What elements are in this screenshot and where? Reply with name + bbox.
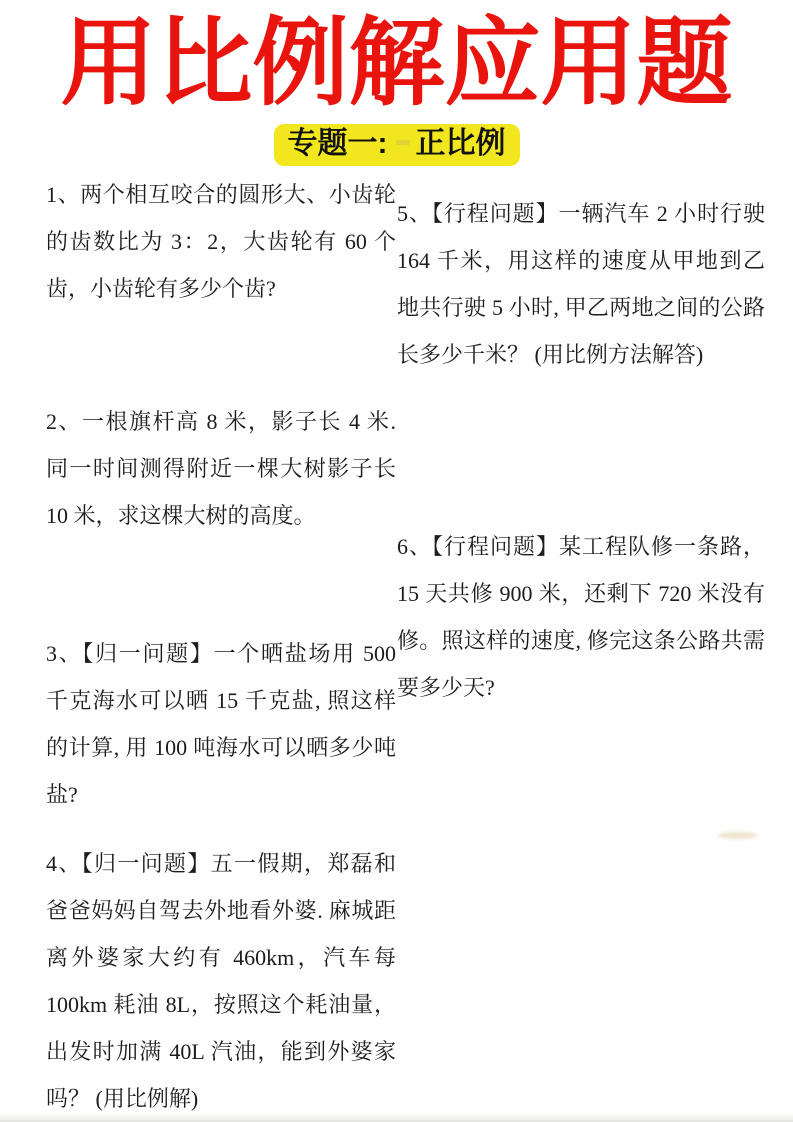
problem-item-6: 6、【行程问题】某工程队修一条路，15 天共修 900 米，还剩下 720 米没有修。照这样的速度, 修完这条公路共需要多少天? [397,534,765,700]
topic-badge [274,124,520,166]
topic-badge-topic: 正比例 [415,127,506,160]
problem-item-1: 1、两个相互咬合的圆形大、小齿轮的齿数比为 3：2，大齿轮有 60 个齿，小齿轮有多少个齿? [46,182,396,301]
problem-item-4: 4、【归一问题】五一假期，郑磊和爸爸妈妈自驾去外地看外婆. 麻城距离外婆家大约有 460km，汽车每 100km 耗油 8L，按照这个耗油量，出发时加满 40L 汽油，能到外婆家吗？ (用比例解) [46,851,396,1111]
problem-item-3: 3、【归一问题】一个晒盐场用 500 千克海水可以晒 15 千克盐, 照这样的计算, 用 100 吨海水可以晒多少吨盐? [46,641,396,807]
photo-smudge-mark [718,832,758,839]
page-title: 用比例解应用题 [60,10,733,117]
problem-item-5: 5、【行程问题】一辆汽车 2 小时行驶 164 千米，用这样的速度从甲地到乙地共行驶 5 小时, 甲乙两地之间的公路长多少千米？ (用比例方法解答) [397,201,765,367]
problem-item-2: 2、一根旗杆高 8 米，影子长 4 米. 同一时间测得附近一棵大树影子长 10 米，求这棵大树的高度。 [46,409,396,528]
topic-badge-prefix: 专题一: [287,127,388,160]
highlighter-artifact [396,140,410,145]
topic-badge-row [0,124,793,166]
page-bottom-edge [0,1112,793,1122]
